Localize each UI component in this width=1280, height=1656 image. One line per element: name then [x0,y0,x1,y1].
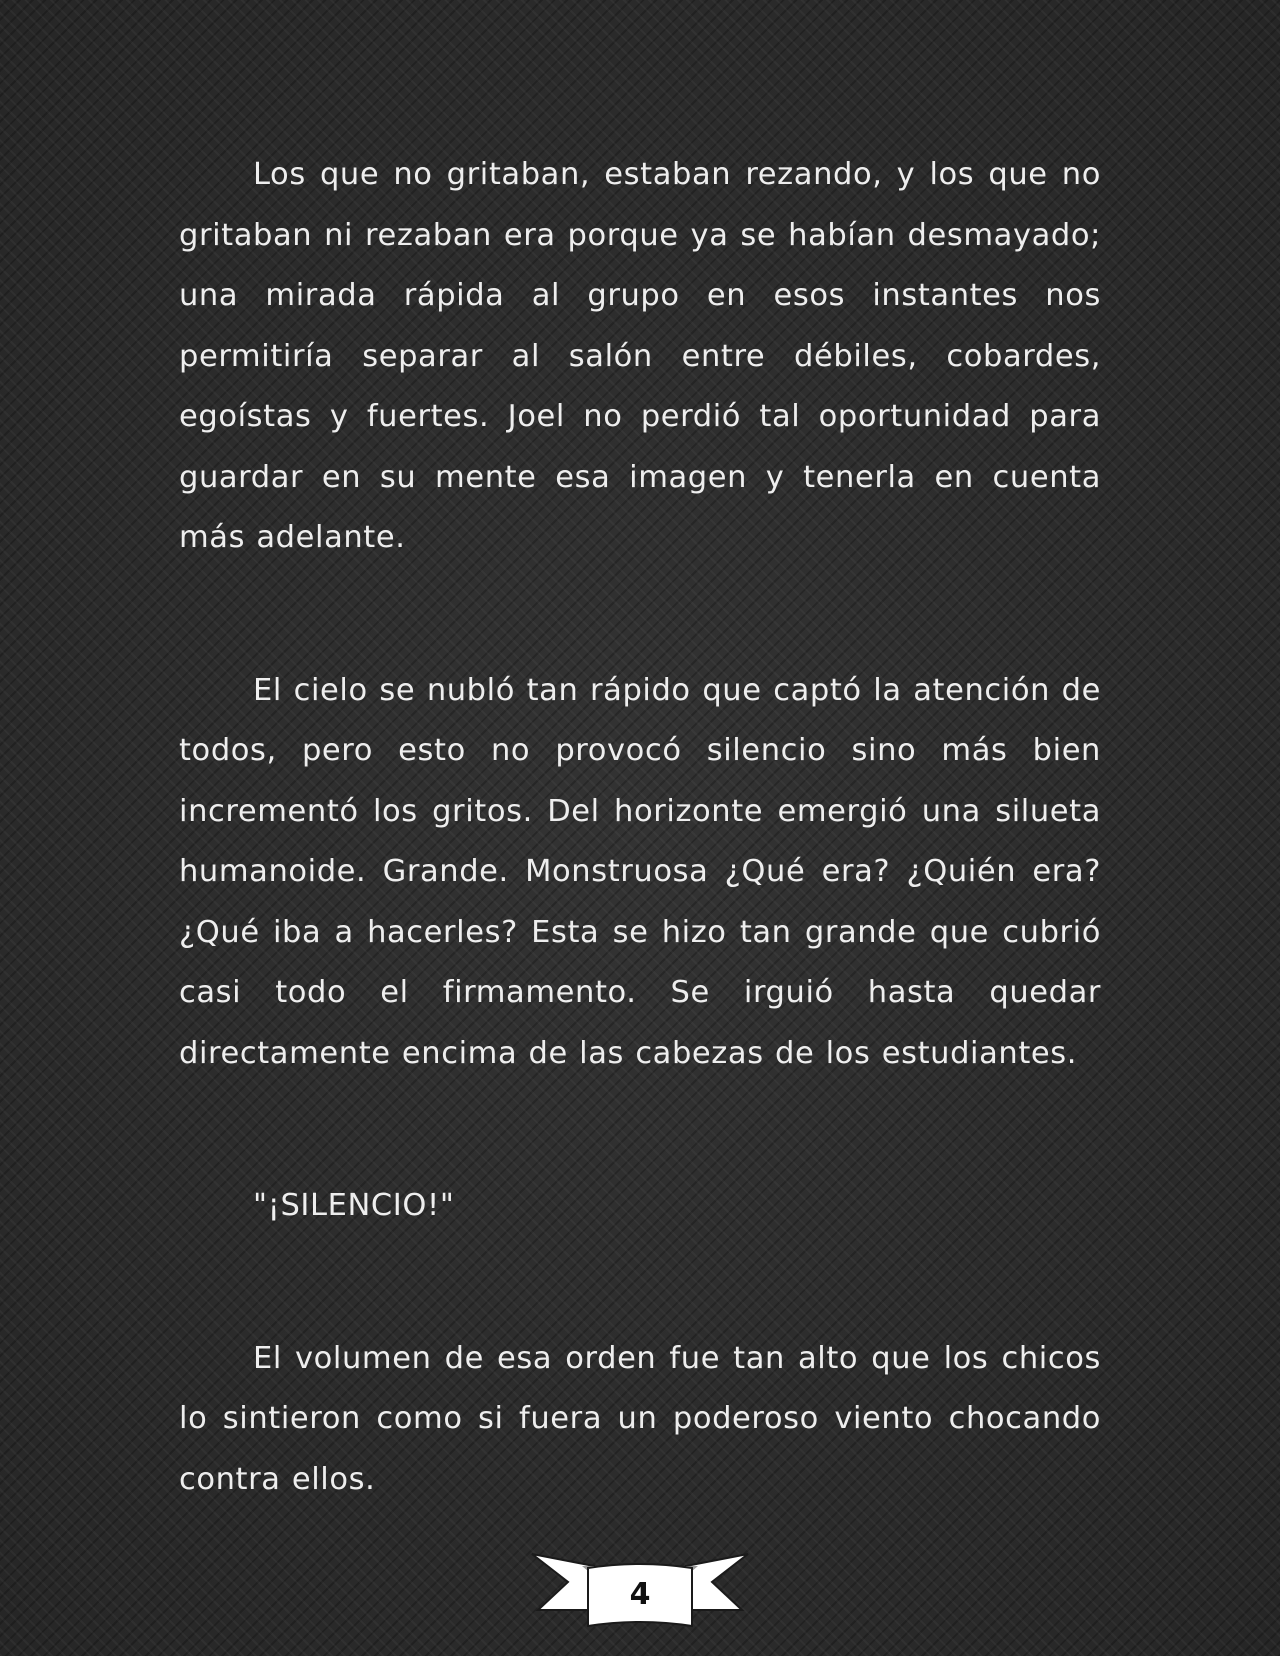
story-paragraph-2: El cielo se nubló tan rápido que captó la atención de todos, pero esto no provocó silencio sino más bien incrementó los gritos. Del horizonte emergió una silueta humanoide. Grande. Monstruosa ¿Qué era? ¿Quién era? ¿Qué iba a hacerles? Esta se hizo tan grande que cubrió casi todo el firmamento. Se irguió hasta quedar directamente encima de las cabezas de los estudiantes. [179,672,1101,1071]
dialogue-line: "¡SILENCIO!" [253,1188,455,1223]
story-paragraph-3: El volumen de esa orden fue tan alto que los chicos lo sintieron como si fuera un poderoso viento chocando contra ellos. [179,1340,1101,1497]
page-number: 4 [629,1577,651,1612]
page-number-badge [530,1548,750,1632]
story-page [179,145,1101,1510]
story-paragraph-1: Los que no gritaban, estaban rezando, y los que no gritaban ni rezaban era porque ya se habían desmayado; una mirada rápida al grupo en esos instantes nos permitiría separar al salón entre débiles, cobardes, egoístas y fuertes. Joel no perdió tal oportunidad para guardar en su mente esa imagen y tenerla en cuenta más adelante. [179,157,1101,555]
